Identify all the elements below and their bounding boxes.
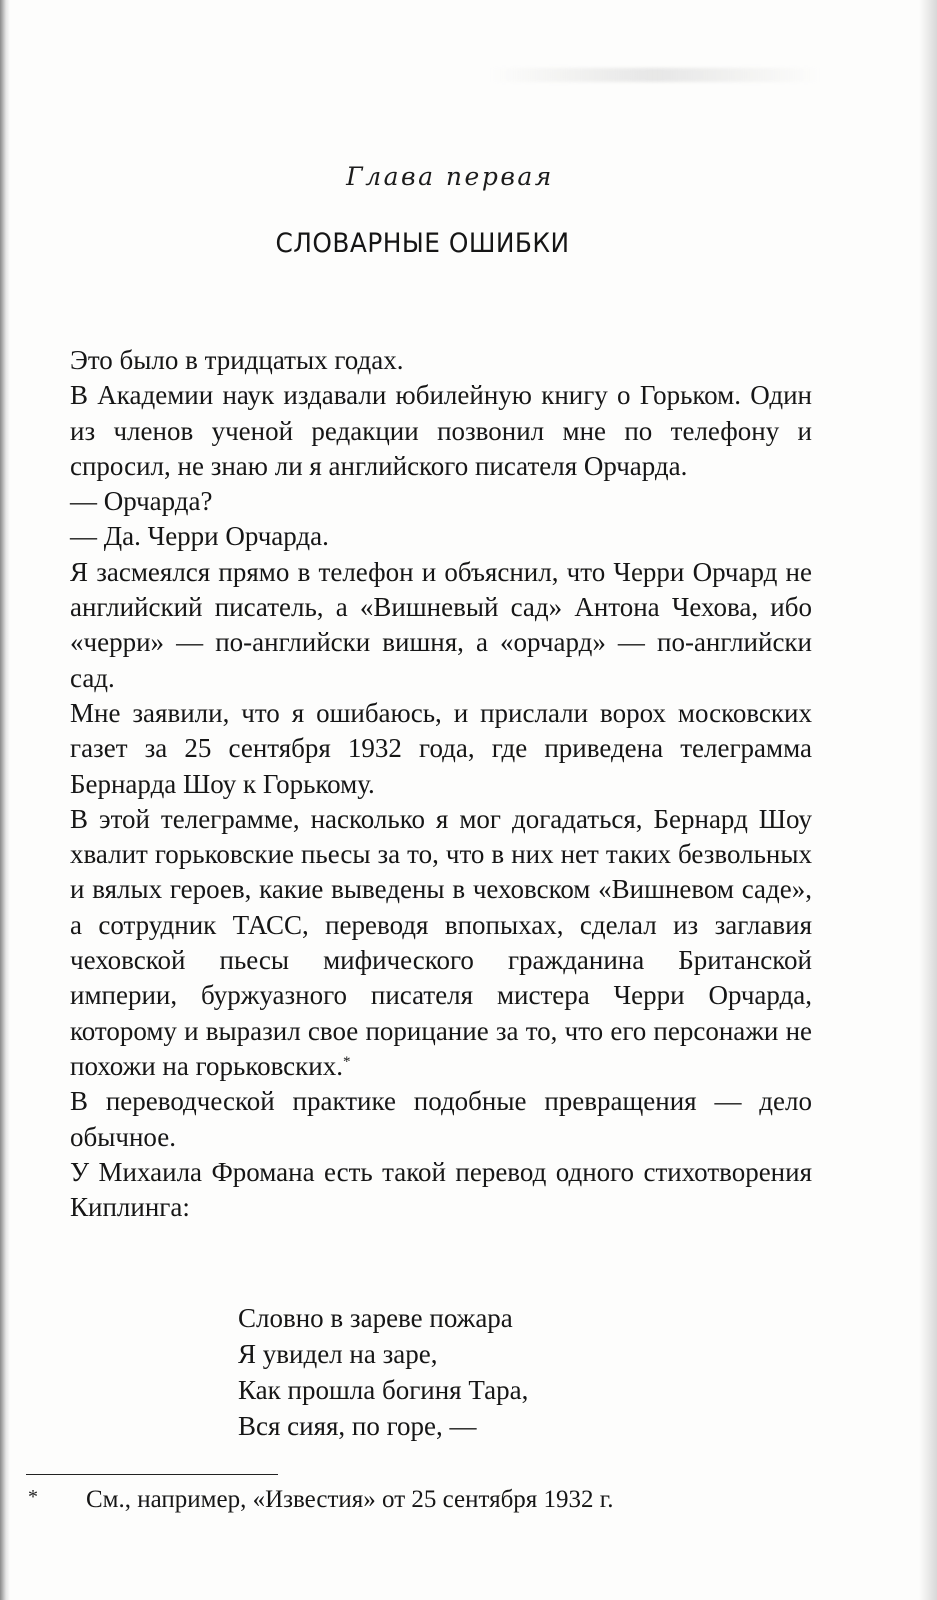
paragraph: — Орчарда? (70, 486, 213, 517)
paragraph: В Академии наук издавали юбилейную книгу о Горьком. Один из членов ученой редакции позвонил мне по телефону и спросил, не знаю ли я английского писателя Орчарда. (70, 380, 812, 481)
poem-line: Словно в зареве пожара (238, 1303, 513, 1333)
footnote-reference: * (342, 1053, 351, 1070)
paragraph: Я засмеялся прямо в телефон и объяснил, что Черри Орчард не английский писатель, а «Вишневый сад» Антона Чехова, ибо «черри» — по-английски вишня, а «орчард» — по-английски сад. (70, 556, 812, 693)
poem-line: Вся сияя, по горе, — (238, 1411, 477, 1441)
chapter-label: Глава первая (346, 162, 554, 191)
poem-line: Как прошла богиня Тара, (238, 1375, 529, 1405)
page-left-edge (0, 0, 10, 1600)
paragraph-text: В этой телеграмме, насколько я мог догадаться, Бернард Шоу хвалит горьковские пьесы за то, что в них нет таких безвольных и вялых героев, какие выведены в чеховском «Вишневом саде», а сотрудник ТАСС, переводя впопыхах, сделал из заглавия чеховской пьесы мифического гражданина Британской империи, буржуазного писателя мистера Черри Орчарда, которому и выразил свое порицание за то, что его персонажи не похожи на горьковских. (70, 803, 812, 1081)
paragraph: В переводческой практике подобные превращения — дело обычное. (70, 1086, 812, 1152)
header-bleedthrough (490, 68, 820, 82)
paragraph: У Михаила Фромана есть такой перевод одного стихотворения Киплинга: (70, 1156, 812, 1223)
paragraph: Это было в тридцатых годах. (70, 345, 404, 375)
body-text (70, 343, 812, 1225)
footnote-text: См., например, «Известия» от 25 сентября 1932 г. (86, 1486, 614, 1513)
footnote-divider (26, 1474, 278, 1475)
paragraph-with-footnote (70, 802, 812, 1084)
footnote-marker: * (28, 1486, 38, 1508)
poem-line: Я увидел на заре, (238, 1339, 438, 1369)
poem (238, 1300, 528, 1444)
paragraph: — Да. Черри Орчарда. (70, 521, 329, 552)
paragraph: Мне заявили, что я ошибаюсь, и прислали ворох московских газет за 25 сентября 1932 года, где приведена телеграмма Бернарда Шоу к Горькому. (70, 697, 812, 799)
page-right-edge (919, 0, 937, 1600)
chapter-title: СЛОВАРНЫЕ ОШИБКИ (275, 228, 570, 259)
